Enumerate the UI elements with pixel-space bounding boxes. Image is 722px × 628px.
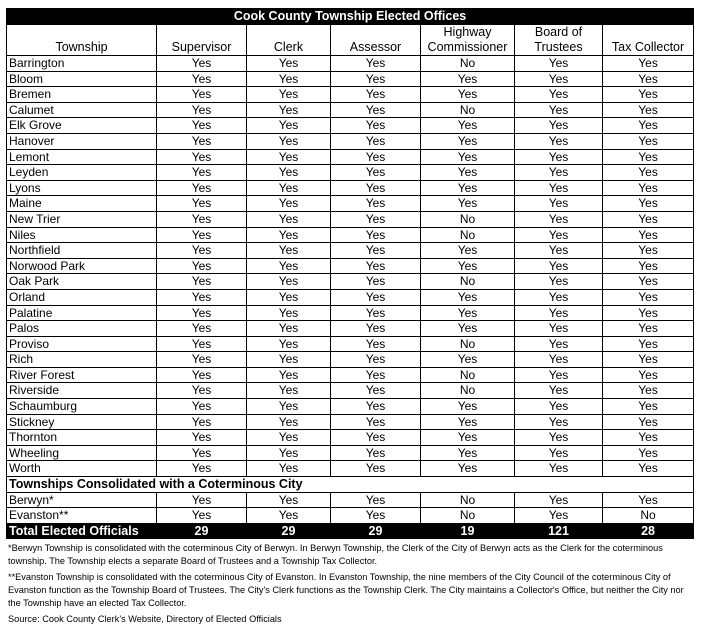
highway-commissioner-cell: Yes [421,118,515,134]
board-of-trustees-cell: Yes [515,321,603,337]
clerk-cell: Yes [247,305,331,321]
assessor-cell: Yes [331,87,421,103]
supervisor-cell: Yes [157,289,247,305]
highway-commissioner-cell: Yes [421,430,515,446]
board-of-trustees-cell: Yes [515,149,603,165]
township-name-cell: Hanover [7,133,157,149]
highway-commissioner-cell: Yes [421,71,515,87]
assessor-cell: Yes [331,180,421,196]
clerk-cell: Yes [247,180,331,196]
clerk-cell: Yes [247,243,331,259]
tax-collector-cell: Yes [603,461,694,477]
board-of-trustees-cell: Yes [515,118,603,134]
assessor-cell: Yes [331,445,421,461]
supervisor-cell: Yes [157,180,247,196]
board-of-trustees-cell: Yes [515,165,603,181]
consolidated-rows [7,492,694,523]
clerk-cell: Yes [247,399,331,415]
tax-collector-cell: Yes [603,227,694,243]
clerk-cell: Yes [247,492,331,508]
township-name-cell: Barrington [7,56,157,72]
tax-collector-cell: Yes [603,56,694,72]
assessor-cell: Yes [331,149,421,165]
table-title: Cook County Township Elected Offices [7,9,694,25]
board-of-trustees-cell: Yes [515,243,603,259]
total-clerk: 29 [247,523,331,539]
supervisor-cell: Yes [157,399,247,415]
board-of-trustees-cell: Yes [515,274,603,290]
board-of-trustees-cell: Yes [515,399,603,415]
board-of-trustees-cell: Yes [515,87,603,103]
township-name-cell: Leyden [7,165,157,181]
board-of-trustees-cell: Yes [515,305,603,321]
assessor-cell: Yes [331,133,421,149]
assessor-cell: Yes [331,289,421,305]
tax-collector-cell: Yes [603,165,694,181]
township-name-cell: Riverside [7,383,157,399]
table-row [7,133,694,149]
assessor-cell: Yes [331,71,421,87]
clerk-cell: Yes [247,445,331,461]
highway-commissioner-cell: Yes [421,352,515,368]
clerk-cell: Yes [247,414,331,430]
township-name-cell: Bloom [7,71,157,87]
township-name-cell: River Forest [7,367,157,383]
board-of-trustees-cell: Yes [515,367,603,383]
township-name-cell: Northfield [7,243,157,259]
clerk-cell: Yes [247,383,331,399]
township-name-cell: Rich [7,352,157,368]
township-name-cell: Niles [7,227,157,243]
footnotes [6,542,693,626]
township-name-cell: Worth [7,461,157,477]
tax-collector-cell: Yes [603,196,694,212]
table-row [7,352,694,368]
highway-commissioner-cell: No [421,336,515,352]
supervisor-cell: Yes [157,118,247,134]
board-of-trustees-cell: Yes [515,102,603,118]
tax-collector-cell: Yes [603,305,694,321]
assessor-cell: Yes [331,102,421,118]
highway-commissioner-cell: Yes [421,133,515,149]
supervisor-cell: Yes [157,508,247,524]
elected-offices-table [6,8,694,539]
total-highway-commissioner: 19 [421,523,515,539]
clerk-cell: Yes [247,149,331,165]
supervisor-cell: Yes [157,352,247,368]
supervisor-cell: Yes [157,196,247,212]
board-of-trustees-cell: Yes [515,336,603,352]
clerk-cell: Yes [247,56,331,72]
clerk-cell: Yes [247,321,331,337]
highway-commissioner-cell: Yes [421,321,515,337]
table-row [7,336,694,352]
supervisor-cell: Yes [157,243,247,259]
table-row [7,149,694,165]
highway-commissioner-cell: No [421,227,515,243]
township-name-cell: Bremen [7,87,157,103]
tax-collector-cell: Yes [603,87,694,103]
total-tax-collector: 28 [603,523,694,539]
table-row [7,274,694,290]
township-name-cell: Lyons [7,180,157,196]
supervisor-cell: Yes [157,414,247,430]
highway-commissioner-cell: Yes [421,305,515,321]
table-row [7,383,694,399]
assessor-cell: Yes [331,430,421,446]
assessor-cell: Yes [331,196,421,212]
supervisor-cell: Yes [157,445,247,461]
supervisor-cell: Yes [157,56,247,72]
clerk-cell: Yes [247,102,331,118]
clerk-cell: Yes [247,118,331,134]
section-label: Townships Consolidated with a Coterminous City [7,477,694,493]
supervisor-cell: Yes [157,383,247,399]
supervisor-cell: Yes [157,461,247,477]
board-of-trustees-cell: Yes [515,71,603,87]
township-name-cell: Orland [7,289,157,305]
supervisor-cell: Yes [157,102,247,118]
highway-commissioner-cell: No [421,492,515,508]
table-row [7,305,694,321]
table-row [7,71,694,87]
township-name-cell: Lemont [7,149,157,165]
supervisor-cell: Yes [157,321,247,337]
township-name-cell: Elk Grove [7,118,157,134]
township-name-cell: New Trier [7,211,157,227]
supervisor-cell: Yes [157,133,247,149]
section-row [7,477,694,493]
highway-commissioner-cell: No [421,211,515,227]
tax-collector-cell: Yes [603,289,694,305]
highway-commissioner-cell: Yes [421,196,515,212]
table-row [7,196,694,212]
clerk-cell: Yes [247,227,331,243]
supervisor-cell: Yes [157,227,247,243]
clerk-cell: Yes [247,211,331,227]
board-of-trustees-cell: Yes [515,289,603,305]
township-name-cell: Proviso [7,336,157,352]
tax-collector-cell: Yes [603,445,694,461]
column-header-text: Trustees [534,40,583,54]
board-of-trustees-cell: Yes [515,508,603,524]
clerk-cell: Yes [247,258,331,274]
highway-commissioner-cell: Yes [421,149,515,165]
highway-commissioner-cell: Yes [421,165,515,181]
tax-collector-cell: Yes [603,321,694,337]
column-header-highway-commissioner [421,25,515,56]
township-name-cell: Oak Park [7,274,157,290]
column-header-tax-collector: Tax Collector [603,25,694,56]
highway-commissioner-cell: Yes [421,258,515,274]
board-of-trustees-cell: Yes [515,383,603,399]
assessor-cell: Yes [331,399,421,415]
clerk-cell: Yes [247,430,331,446]
supervisor-cell: Yes [157,336,247,352]
total-supervisor: 29 [157,523,247,539]
clerk-cell: Yes [247,87,331,103]
table-row [7,56,694,72]
clerk-cell: Yes [247,289,331,305]
assessor-cell: Yes [331,118,421,134]
highway-commissioner-cell: Yes [421,461,515,477]
footnote-berwyn: *Berwyn Township is consolidated with the coterminous City of Berwyn. In Berwyn Township, the Clerk of the City of Berwyn acts as the Clerk for the coterminous township. The Township elects a separate Board of Trustees and a Township Tax Collector. [8,543,663,567]
table-row [7,258,694,274]
tax-collector-cell: Yes [603,274,694,290]
column-header-text: Highway [443,25,492,39]
highway-commissioner-cell: Yes [421,87,515,103]
table-row [7,289,694,305]
table-row [7,367,694,383]
tax-collector-cell: Yes [603,367,694,383]
board-of-trustees-cell: Yes [515,180,603,196]
tax-collector-cell: Yes [603,430,694,446]
township-name-cell: Calumet [7,102,157,118]
clerk-cell: Yes [247,196,331,212]
assessor-cell: Yes [331,243,421,259]
supervisor-cell: Yes [157,71,247,87]
highway-commissioner-cell: Yes [421,414,515,430]
table-row [7,430,694,446]
township-name-cell: Palatine [7,305,157,321]
column-header-supervisor: Supervisor [157,25,247,56]
township-name-cell: Stickney [7,414,157,430]
board-of-trustees-cell: Yes [515,196,603,212]
tax-collector-cell: Yes [603,71,694,87]
township-name-cell: Schaumburg [7,399,157,415]
table-row [7,414,694,430]
supervisor-cell: Yes [157,430,247,446]
clerk-cell: Yes [247,461,331,477]
assessor-cell: Yes [331,305,421,321]
assessor-cell: Yes [331,383,421,399]
township-name-cell: Evanston** [7,508,157,524]
supervisor-cell: Yes [157,305,247,321]
clerk-cell: Yes [247,165,331,181]
board-of-trustees-cell: Yes [515,227,603,243]
township-rows [7,56,694,477]
board-of-trustees-cell: Yes [515,492,603,508]
board-of-trustees-cell: Yes [515,445,603,461]
assessor-cell: Yes [331,352,421,368]
assessor-cell: Yes [331,367,421,383]
supervisor-cell: Yes [157,258,247,274]
clerk-cell: Yes [247,367,331,383]
supervisor-cell: Yes [157,87,247,103]
table-row [7,87,694,103]
highway-commissioner-cell: Yes [421,399,515,415]
tax-collector-cell: Yes [603,243,694,259]
table-row [7,227,694,243]
board-of-trustees-cell: Yes [515,258,603,274]
column-header-clerk: Clerk [247,25,331,56]
clerk-cell: Yes [247,133,331,149]
board-of-trustees-cell: Yes [515,461,603,477]
table-row [7,399,694,415]
township-name-cell: Palos [7,321,157,337]
totals-row [7,523,694,539]
tax-collector-cell: Yes [603,399,694,415]
column-header-text: Board of [534,25,583,39]
tax-collector-cell: Yes [603,383,694,399]
highway-commissioner-cell: No [421,102,515,118]
clerk-cell: Yes [247,336,331,352]
assessor-cell: Yes [331,56,421,72]
tax-collector-cell: Yes [603,118,694,134]
column-header-board-of-trustees [515,25,603,56]
tax-collector-cell: No [603,508,694,524]
township-name-cell: Thornton [7,430,157,446]
document [6,8,693,626]
table-row [7,508,694,524]
table-row [7,461,694,477]
highway-commissioner-cell: No [421,56,515,72]
total-board-of-trustees: 121 [515,523,603,539]
board-of-trustees-cell: Yes [515,133,603,149]
board-of-trustees-cell: Yes [515,352,603,368]
highway-commissioner-cell: Yes [421,445,515,461]
highway-commissioner-cell: No [421,508,515,524]
highway-commissioner-cell: No [421,274,515,290]
tax-collector-cell: Yes [603,414,694,430]
tax-collector-cell: Yes [603,133,694,149]
supervisor-cell: Yes [157,165,247,181]
clerk-cell: Yes [247,508,331,524]
assessor-cell: Yes [331,165,421,181]
source-note: Source: Cook County Clerk's Website, Directory of Elected Officials [8,614,282,625]
table-row [7,243,694,259]
assessor-cell: Yes [331,227,421,243]
table-row [7,118,694,134]
board-of-trustees-cell: Yes [515,414,603,430]
supervisor-cell: Yes [157,367,247,383]
supervisor-cell: Yes [157,149,247,165]
assessor-cell: Yes [331,414,421,430]
highway-commissioner-cell: Yes [421,180,515,196]
township-name-cell: Maine [7,196,157,212]
column-header-township: Township [7,25,157,56]
tax-collector-cell: Yes [603,258,694,274]
township-name-cell: Wheeling [7,445,157,461]
table-row [7,492,694,508]
clerk-cell: Yes [247,71,331,87]
tax-collector-cell: Yes [603,211,694,227]
table-row [7,180,694,196]
assessor-cell: Yes [331,336,421,352]
totals-label: Total Elected Officials [7,523,157,539]
assessor-cell: Yes [331,274,421,290]
supervisor-cell: Yes [157,211,247,227]
assessor-cell: Yes [331,461,421,477]
tax-collector-cell: Yes [603,352,694,368]
column-header-text: Commissioner [427,40,508,54]
board-of-trustees-cell: Yes [515,211,603,227]
township-name-cell: Norwood Park [7,258,157,274]
table-row [7,211,694,227]
assessor-cell: Yes [331,258,421,274]
assessor-cell: Yes [331,211,421,227]
table-row [7,102,694,118]
table-row [7,321,694,337]
tax-collector-cell: Yes [603,492,694,508]
clerk-cell: Yes [247,352,331,368]
column-header-assessor: Assessor [331,25,421,56]
table-row [7,165,694,181]
highway-commissioner-cell: No [421,367,515,383]
highway-commissioner-cell: Yes [421,243,515,259]
footnote-evanston: **Evanston Township is consolidated with the coterminous City of Evanston. In Evanston Township, the nine members of the City Council of the coterminous City of Evanston function as the Township Board of Trustees. The City's Clerk functions as the Township Clerk. The City maintains a Collector's Office, but neither the City nor the Township have an elected Tax Collector. [8,572,684,609]
board-of-trustees-cell: Yes [515,56,603,72]
highway-commissioner-cell: Yes [421,289,515,305]
assessor-cell: Yes [331,321,421,337]
tax-collector-cell: Yes [603,102,694,118]
table-row [7,445,694,461]
clerk-cell: Yes [247,274,331,290]
township-name-cell: Berwyn* [7,492,157,508]
tax-collector-cell: Yes [603,149,694,165]
assessor-cell: Yes [331,492,421,508]
total-assessor: 29 [331,523,421,539]
tax-collector-cell: Yes [603,336,694,352]
supervisor-cell: Yes [157,492,247,508]
supervisor-cell: Yes [157,274,247,290]
tax-collector-cell: Yes [603,180,694,196]
board-of-trustees-cell: Yes [515,430,603,446]
assessor-cell: Yes [331,508,421,524]
highway-commissioner-cell: No [421,383,515,399]
